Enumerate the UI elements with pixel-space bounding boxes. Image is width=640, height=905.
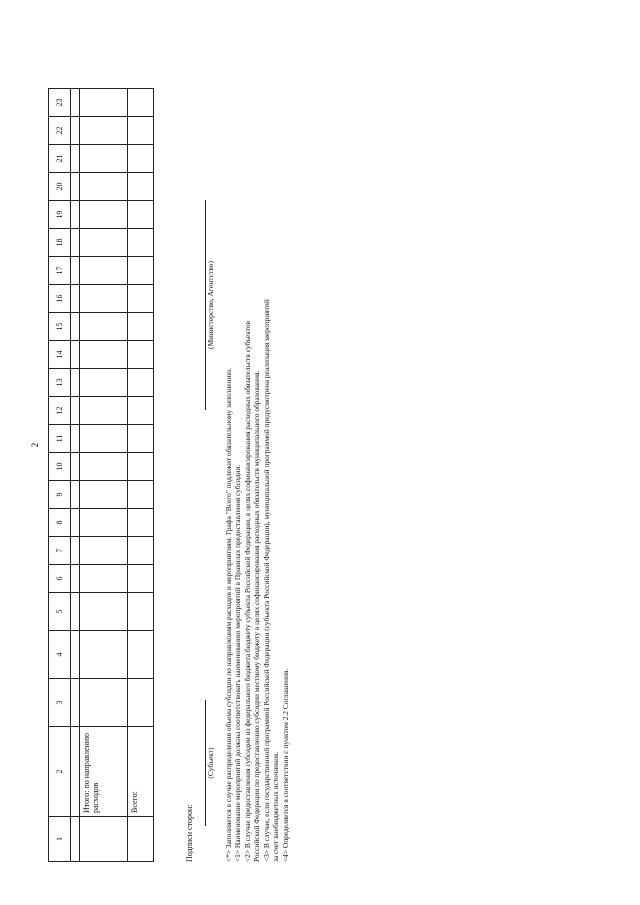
header-cell: 15 (49, 313, 71, 341)
header-cell: 6 (49, 565, 71, 593)
header-cell: 7 (49, 537, 71, 565)
row-label-direction-total: Итого: по направлению расходов (80, 727, 128, 817)
header-cell: 5 (49, 593, 71, 631)
header-cell: 4 (49, 631, 71, 679)
footnote-line: <3> В случае, если государственной программой Российской Федерации (субъекта Российской Федерации), муниципальной программой предусмотрена реализация мероприятий (261, 299, 271, 862)
signature-caption-ministry: (Министерство, Агентство) (206, 261, 215, 349)
header-cell: 3 (49, 679, 71, 727)
row-label-grand-total: Всего: (128, 727, 154, 817)
footnote-line: за счет внебюджетных источников. (271, 751, 281, 862)
subsidy-distribution-table (48, 88, 154, 862)
footnote-line: <2> В случае предоставления субсидии из федерального бюджета бюджету субъекта Российской Федерации, в целях софинансирования расходных обязательств субъектов (242, 321, 252, 862)
header-cell: 13 (49, 369, 71, 397)
header-cell: 17 (49, 257, 71, 285)
table-row-grand-total (128, 89, 154, 862)
header-cell: 19 (49, 201, 71, 229)
header-cell: 20 (49, 173, 71, 201)
header-cell: 2 (49, 727, 71, 817)
header-cell: 10 (49, 453, 71, 481)
header-cell: 11 (49, 425, 71, 453)
signatures-title: Подписи сторон: (185, 804, 194, 862)
header-cell: 16 (49, 285, 71, 313)
header-cell: 12 (49, 397, 71, 425)
header-cell: 22 (49, 117, 71, 145)
header-cell: 9 (49, 481, 71, 509)
footnotes (224, 299, 290, 862)
footnote-line: Российской Федерации по предоставлению субсидии местному бюджету в целях софинансирования расходных обязательств муниципального образования. (252, 370, 262, 862)
header-cell: 21 (49, 145, 71, 173)
signature-caption-subject: (Субъект) (206, 747, 215, 779)
rotated-page-content (48, 42, 348, 862)
header-cell: 14 (49, 341, 71, 369)
header-cell: 18 (49, 229, 71, 257)
table-row (71, 89, 80, 862)
header-cell: 23 (49, 89, 71, 117)
header-cell: 1 (49, 817, 71, 862)
footnote-line: <1> Наименование мероприятий должны соответствовать наименованию мероприятий в Правилах предоставления субсидии. (233, 464, 243, 862)
footnote-line: <*> Заполняется в случае распределения объема субсидии по направлениям расходов и мероприятиям. Графа "Всего" подлежит обязательному заполнению. (224, 368, 233, 862)
header-cell: 8 (49, 509, 71, 537)
header-number-row (49, 89, 71, 862)
footnote-line: <4> Определяется в соответствии с пунктом 2.2 Соглашения. (280, 668, 290, 862)
table-row-direction-total (80, 89, 128, 862)
page-number: 2 (30, 442, 40, 448)
